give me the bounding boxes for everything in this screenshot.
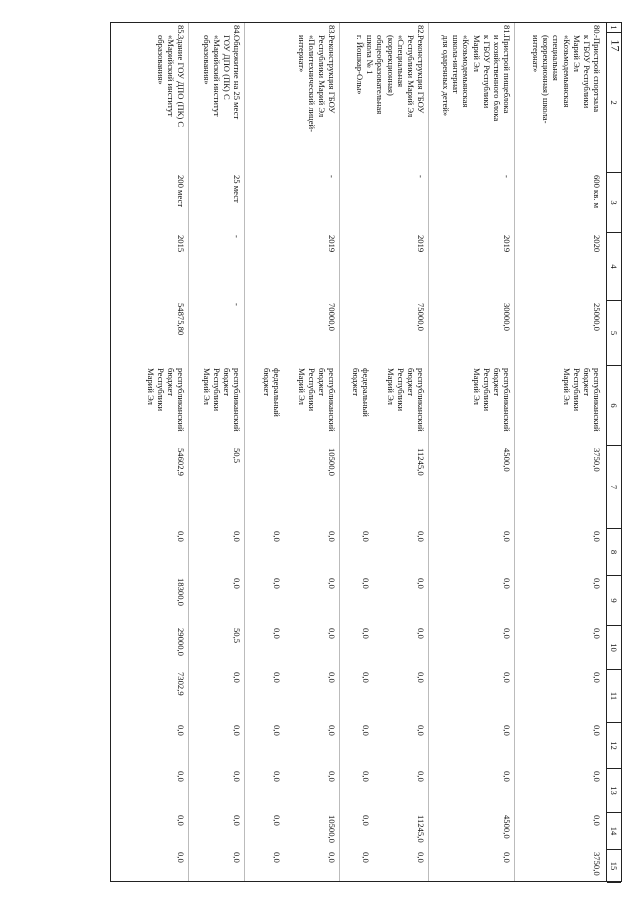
amount-col-10: 0,0	[272, 628, 282, 639]
row-number: 83.	[327, 25, 337, 36]
column-number-10: 10	[607, 626, 621, 670]
column-number-4: 4	[607, 233, 621, 301]
amount-col-11: 0,0	[232, 672, 242, 683]
object-name: Здание ГОУ ДПО (ПК) С «Марийский институт образования»	[155, 35, 186, 128]
amount-col-14: 0,0	[232, 815, 242, 826]
amount-col-10: 29000,0	[176, 628, 186, 656]
funding-source: республиканский бюджет Республики Марий Эл	[201, 368, 242, 432]
construction-year: 2020	[592, 235, 602, 253]
amount-col-10: 0,0	[416, 628, 426, 639]
column-number-1: 1	[607, 23, 621, 33]
amount-col-15: 0,0	[502, 852, 512, 863]
row-number: 84.	[232, 25, 242, 36]
amount-col-12: 0,0	[327, 725, 337, 736]
estimated-cost: 75000,0	[416, 303, 426, 331]
amount-col-14: 11245,0	[416, 815, 426, 843]
amount-col-9: 0,0	[416, 578, 426, 589]
row-number: 80.	[592, 25, 602, 36]
amount-col-7: 54602,9	[176, 448, 186, 476]
funding-source: республиканский бюджет Республики Марий Эл	[145, 368, 186, 432]
amount-col-9: 0,0	[232, 578, 242, 589]
amount-col-11: 0,0	[361, 672, 371, 683]
column-number-6: 6	[607, 366, 621, 446]
amount-col-8: 0,0	[502, 531, 512, 542]
estimated-cost: 25000,0	[592, 303, 602, 331]
estimated-cost: 30000,0	[502, 303, 512, 331]
amount-col-8: 0,0	[232, 531, 242, 542]
amount-col-9: 0,0	[502, 578, 512, 589]
capacity: 25 мест	[232, 175, 242, 203]
amount-col-11: 0,0	[272, 672, 282, 683]
capacity: -	[502, 175, 512, 178]
table-row	[339, 23, 429, 881]
funding-source: федеральный бюджет	[350, 368, 371, 417]
amount-col-9: 18300,0	[176, 578, 186, 606]
amount-col-10: 0,0	[502, 628, 512, 639]
amount-col-15: 0,0	[176, 852, 186, 863]
funding-source: республиканский бюджет Республики Марий Эл	[561, 368, 602, 432]
row-number: 82.	[416, 25, 426, 36]
amount-col-15: 0,0	[361, 852, 371, 863]
row-number: 85.	[176, 25, 186, 36]
construction-year: -	[232, 235, 242, 238]
column-number-9: 9	[607, 576, 621, 626]
capacity: -	[327, 175, 337, 178]
column-number-3: 3	[607, 173, 621, 233]
budget-table	[110, 22, 622, 882]
construction-year: 2019	[416, 235, 426, 253]
amount-col-12: 0,0	[232, 725, 242, 736]
amount-col-9: 0,0	[327, 578, 337, 589]
amount-col-11: 7302,9	[176, 672, 186, 696]
amount-col-15: 0,0	[416, 852, 426, 863]
amount-col-8: 0,0	[272, 531, 282, 542]
amount-col-13: 0,0	[176, 771, 186, 782]
page-number: 17	[608, 39, 623, 52]
amount-col-12: 0,0	[416, 725, 426, 736]
object-name: Общежитие на 25 мест ГОУ ДПО (ПК) С «Марийский институт образования»	[201, 35, 242, 120]
amount-col-9: 0,0	[272, 578, 282, 589]
amount-col-9: 0,0	[592, 578, 602, 589]
construction-year: 2015	[176, 235, 186, 253]
object-name: Реконструкция ГБОУ Республики Марий Эл «Политехнический лицей- интернат»	[296, 35, 337, 132]
amount-col-12: 0,0	[272, 725, 282, 736]
amount-col-13: 0,0	[361, 771, 371, 782]
amount-col-11: 0,0	[592, 672, 602, 683]
funding-source: федеральный бюджет	[261, 368, 282, 417]
column-number-14: 14	[607, 813, 621, 850]
object-name: Пристрой пищеблока и хозяйственного блока к ГБОУ Республики Марий Эл «Козьмодемьянская школа-интернат для одаренных детей»	[441, 35, 512, 122]
amount-col-15: 0,0	[272, 852, 282, 863]
amount-col-14: 4500,0	[502, 815, 512, 839]
amount-col-13: 0,0	[416, 771, 426, 782]
column-number-8: 8	[607, 529, 621, 576]
capacity: -	[416, 175, 426, 178]
amount-col-7: 11245,0	[416, 448, 426, 476]
capacity: 200 мест	[176, 175, 186, 208]
column-number-7: 7	[607, 446, 621, 529]
funding-source: республиканский бюджет Республики Марий Эл	[296, 368, 337, 432]
amount-col-13: 0,0	[232, 771, 242, 782]
amount-col-13: 0,0	[272, 771, 282, 782]
amount-col-8: 0,0	[592, 531, 602, 542]
amount-col-15: 0,0	[327, 852, 337, 863]
column-number-header	[606, 23, 621, 881]
amount-col-14: 0,0	[176, 815, 186, 826]
amount-col-12: 0,0	[592, 725, 602, 736]
estimated-cost: 70000,0	[327, 303, 337, 331]
column-number-15: 15	[607, 850, 621, 883]
column-number-11: 11	[607, 670, 621, 723]
amount-col-10: 0,0	[361, 628, 371, 639]
amount-col-14: 10500,0	[327, 815, 337, 843]
amount-col-14: 0,0	[272, 815, 282, 826]
amount-col-8: 0,0	[176, 531, 186, 542]
column-number-5: 5	[607, 301, 621, 366]
funding-source: республиканский бюджет Республики Марий Эл	[385, 368, 426, 432]
amount-col-8: 0,0	[327, 531, 337, 542]
rotated-table-frame	[110, 22, 622, 882]
amount-col-12: 0,0	[361, 725, 371, 736]
table-row	[188, 23, 245, 881]
estimated-cost: 54875,80	[176, 303, 186, 336]
table-row	[109, 23, 189, 881]
object-name: Реконструкция ГБОУ Республики Марий Эл «Специальная (коррекционная) общеобразовательная школа № 1 г. Йошкар-Олы»	[355, 35, 426, 118]
amount-col-7: 50,5	[232, 448, 242, 464]
amount-col-7: 10500,0	[327, 448, 337, 476]
amount-col-15: 0,0	[232, 852, 242, 863]
amount-col-12: 0,0	[176, 725, 186, 736]
amount-col-15: 3750,0	[592, 852, 602, 876]
amount-col-10: 0,0	[327, 628, 337, 639]
table-row	[514, 23, 605, 881]
amount-col-9: 0,0	[361, 578, 371, 589]
amount-col-12: 0,0	[502, 725, 512, 736]
amount-col-8: 0,0	[416, 531, 426, 542]
object-name: -Пристрой спортзала к ГБОУ Республики Марий Эл «Козьмодемьянская специальная (коррекционная) школа- интернат»	[531, 35, 602, 124]
amount-col-14: 0,0	[592, 815, 602, 826]
amount-col-7: 3750,0	[592, 448, 602, 472]
capacity: 600 кв. м	[592, 175, 602, 209]
column-number-13: 13	[607, 769, 621, 813]
table-row	[244, 23, 340, 881]
amount-col-10: 50,5	[232, 628, 242, 644]
funding-source: республиканский бюджет Республики Марий Эл	[471, 368, 512, 432]
amount-col-10: 0,0	[592, 628, 602, 639]
table-row	[428, 23, 515, 881]
column-number-12: 12	[607, 723, 621, 769]
construction-year: 2019	[327, 235, 337, 253]
amount-col-13: 0,0	[502, 771, 512, 782]
construction-year: 2019	[502, 235, 512, 253]
amount-col-11: 0,0	[416, 672, 426, 683]
amount-col-11: 0,0	[502, 672, 512, 683]
column-number-2: 2	[607, 33, 621, 173]
row-number: 81.	[502, 25, 512, 36]
amount-col-13: 0,0	[592, 771, 602, 782]
amount-col-11: 0,0	[327, 672, 337, 683]
amount-col-14: 0,0	[361, 815, 371, 826]
amount-col-8: 0,0	[361, 531, 371, 542]
amount-col-13: 0,0	[327, 771, 337, 782]
amount-col-7: 4500,0	[502, 448, 512, 472]
estimated-cost: -	[232, 303, 242, 306]
